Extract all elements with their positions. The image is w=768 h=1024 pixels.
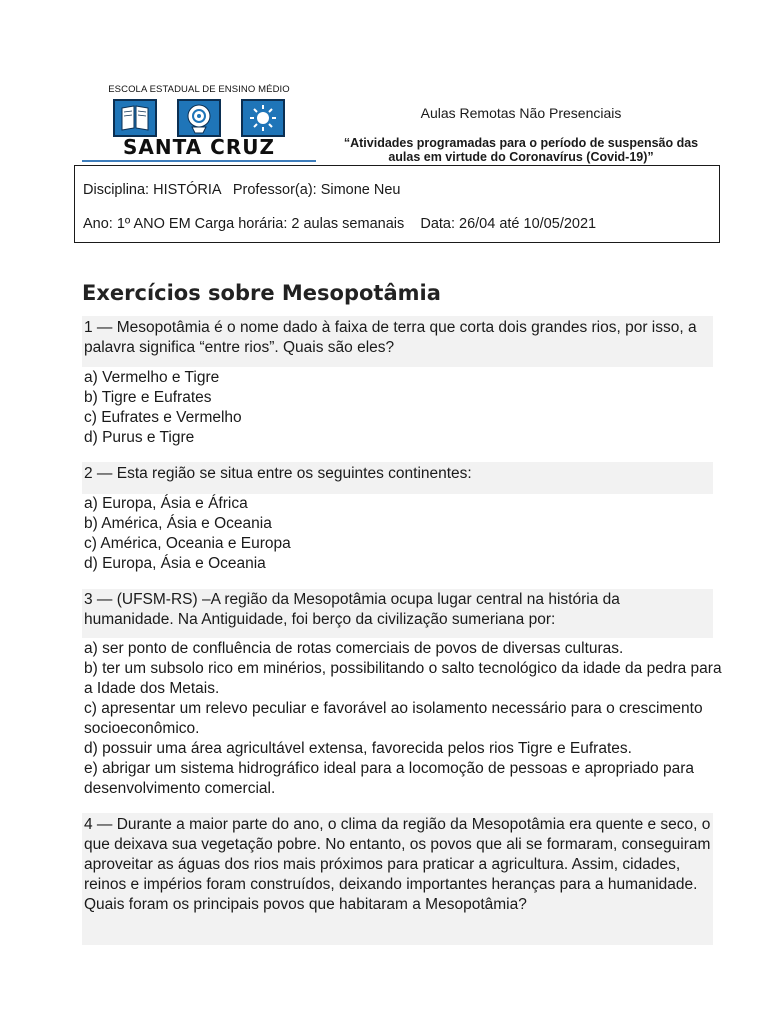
header-title: Aulas Remotas Não Presenciais [420, 105, 622, 121]
question-3-options [82, 639, 726, 799]
logo-underline [82, 160, 316, 162]
page-title: Exercícios sobre Mesopotâmia [82, 281, 441, 305]
question-1: 1 — Mesopotâmia é o nome dado à faixa de terra que corta dois grandes rios, por isso, a palavra significa “entre rios”. Quais são eles? [82, 316, 713, 367]
option-2c: c) América, Oceania e Europa [84, 535, 291, 552]
head-icon [178, 100, 220, 136]
question-3: 3 — (UFSM-RS) –A região da Mesopotâmia ocupa lugar central na história da humanidade. Na Antiguidade, foi berço da civilização sumeriana por: [82, 589, 713, 638]
option-1d: d) Purus e Tigre [84, 429, 195, 446]
sun-icon [242, 100, 284, 136]
option-3a: a) ser ponto de confluência de rotas comerciais de povos de diversas culturas. [84, 640, 624, 657]
option-1a: a) Vermelho e Tigre [84, 369, 220, 386]
option-2a: a) Europa, Ásia e África [84, 495, 248, 512]
logo-school-name: ESCOLA ESTADUAL DE ENSINO MÉDIO [108, 84, 290, 95]
year-workload-date-line: Ano: 1º ANO EM Carga horária: 2 aulas semanais Data: 26/04 até 10/05/2021 [83, 216, 597, 232]
option-3c: c) apresentar um relevo peculiar e favorável ao isolamento necessário para o crescimento socioeconômico. [84, 700, 703, 737]
option-2b: b) América, Ásia e Oceania [84, 515, 272, 532]
option-3b: b) ter um subsolo rico em minérios, possibilitando o salto tecnológico da idade da pedra para a Idade dos Metais. [84, 660, 722, 697]
option-2d: d) Europa, Ásia e Oceania [84, 555, 266, 572]
course-info-box [74, 165, 720, 243]
question-2: 2 — Esta região se situa entre os seguintes continentes: [82, 462, 713, 494]
question-2-options [82, 494, 726, 574]
option-1c: c) Eufrates e Vermelho [84, 409, 242, 426]
option-3d: d) possuir uma área agricultável extensa, favorecida pelos rios Tigre e Eufrates. [84, 740, 632, 757]
discipline-teacher-line: Disciplina: HISTÓRIA Professor(a): Simone Neu [83, 182, 401, 198]
option-3e: e) abrigar um sistema hidrográfico ideal para a locomoção de pessoas e apropriado para desenvolvimento comercial. [84, 760, 695, 797]
option-1b: b) Tigre e Eufrates [84, 389, 212, 406]
logo-wordmark: SANTA CRUZ [123, 135, 275, 159]
header-subtitle: “Atividades programadas para o período de suspensão das aulas em virtude do Coronavírus (Covid-19)” [343, 136, 699, 164]
question-4: 4 — Durante a maior parte do ano, o clima da região da Mesopotâmia era quente e seco, o que deixava sua vegetação pobre. No entanto, os povos que ali se formaram, conseguiram aproveitar as águas dos rios mais próximos para praticar a agricultura. Assim, cidades, reinos e impérios foram construídos, deixando importantes heranças para a humanidade. Quais foram os principais povos que habitaram a Mesopotâmia? [82, 813, 713, 945]
question-1-options [82, 368, 726, 448]
school-logo [82, 84, 316, 162]
book-icon [114, 100, 156, 136]
